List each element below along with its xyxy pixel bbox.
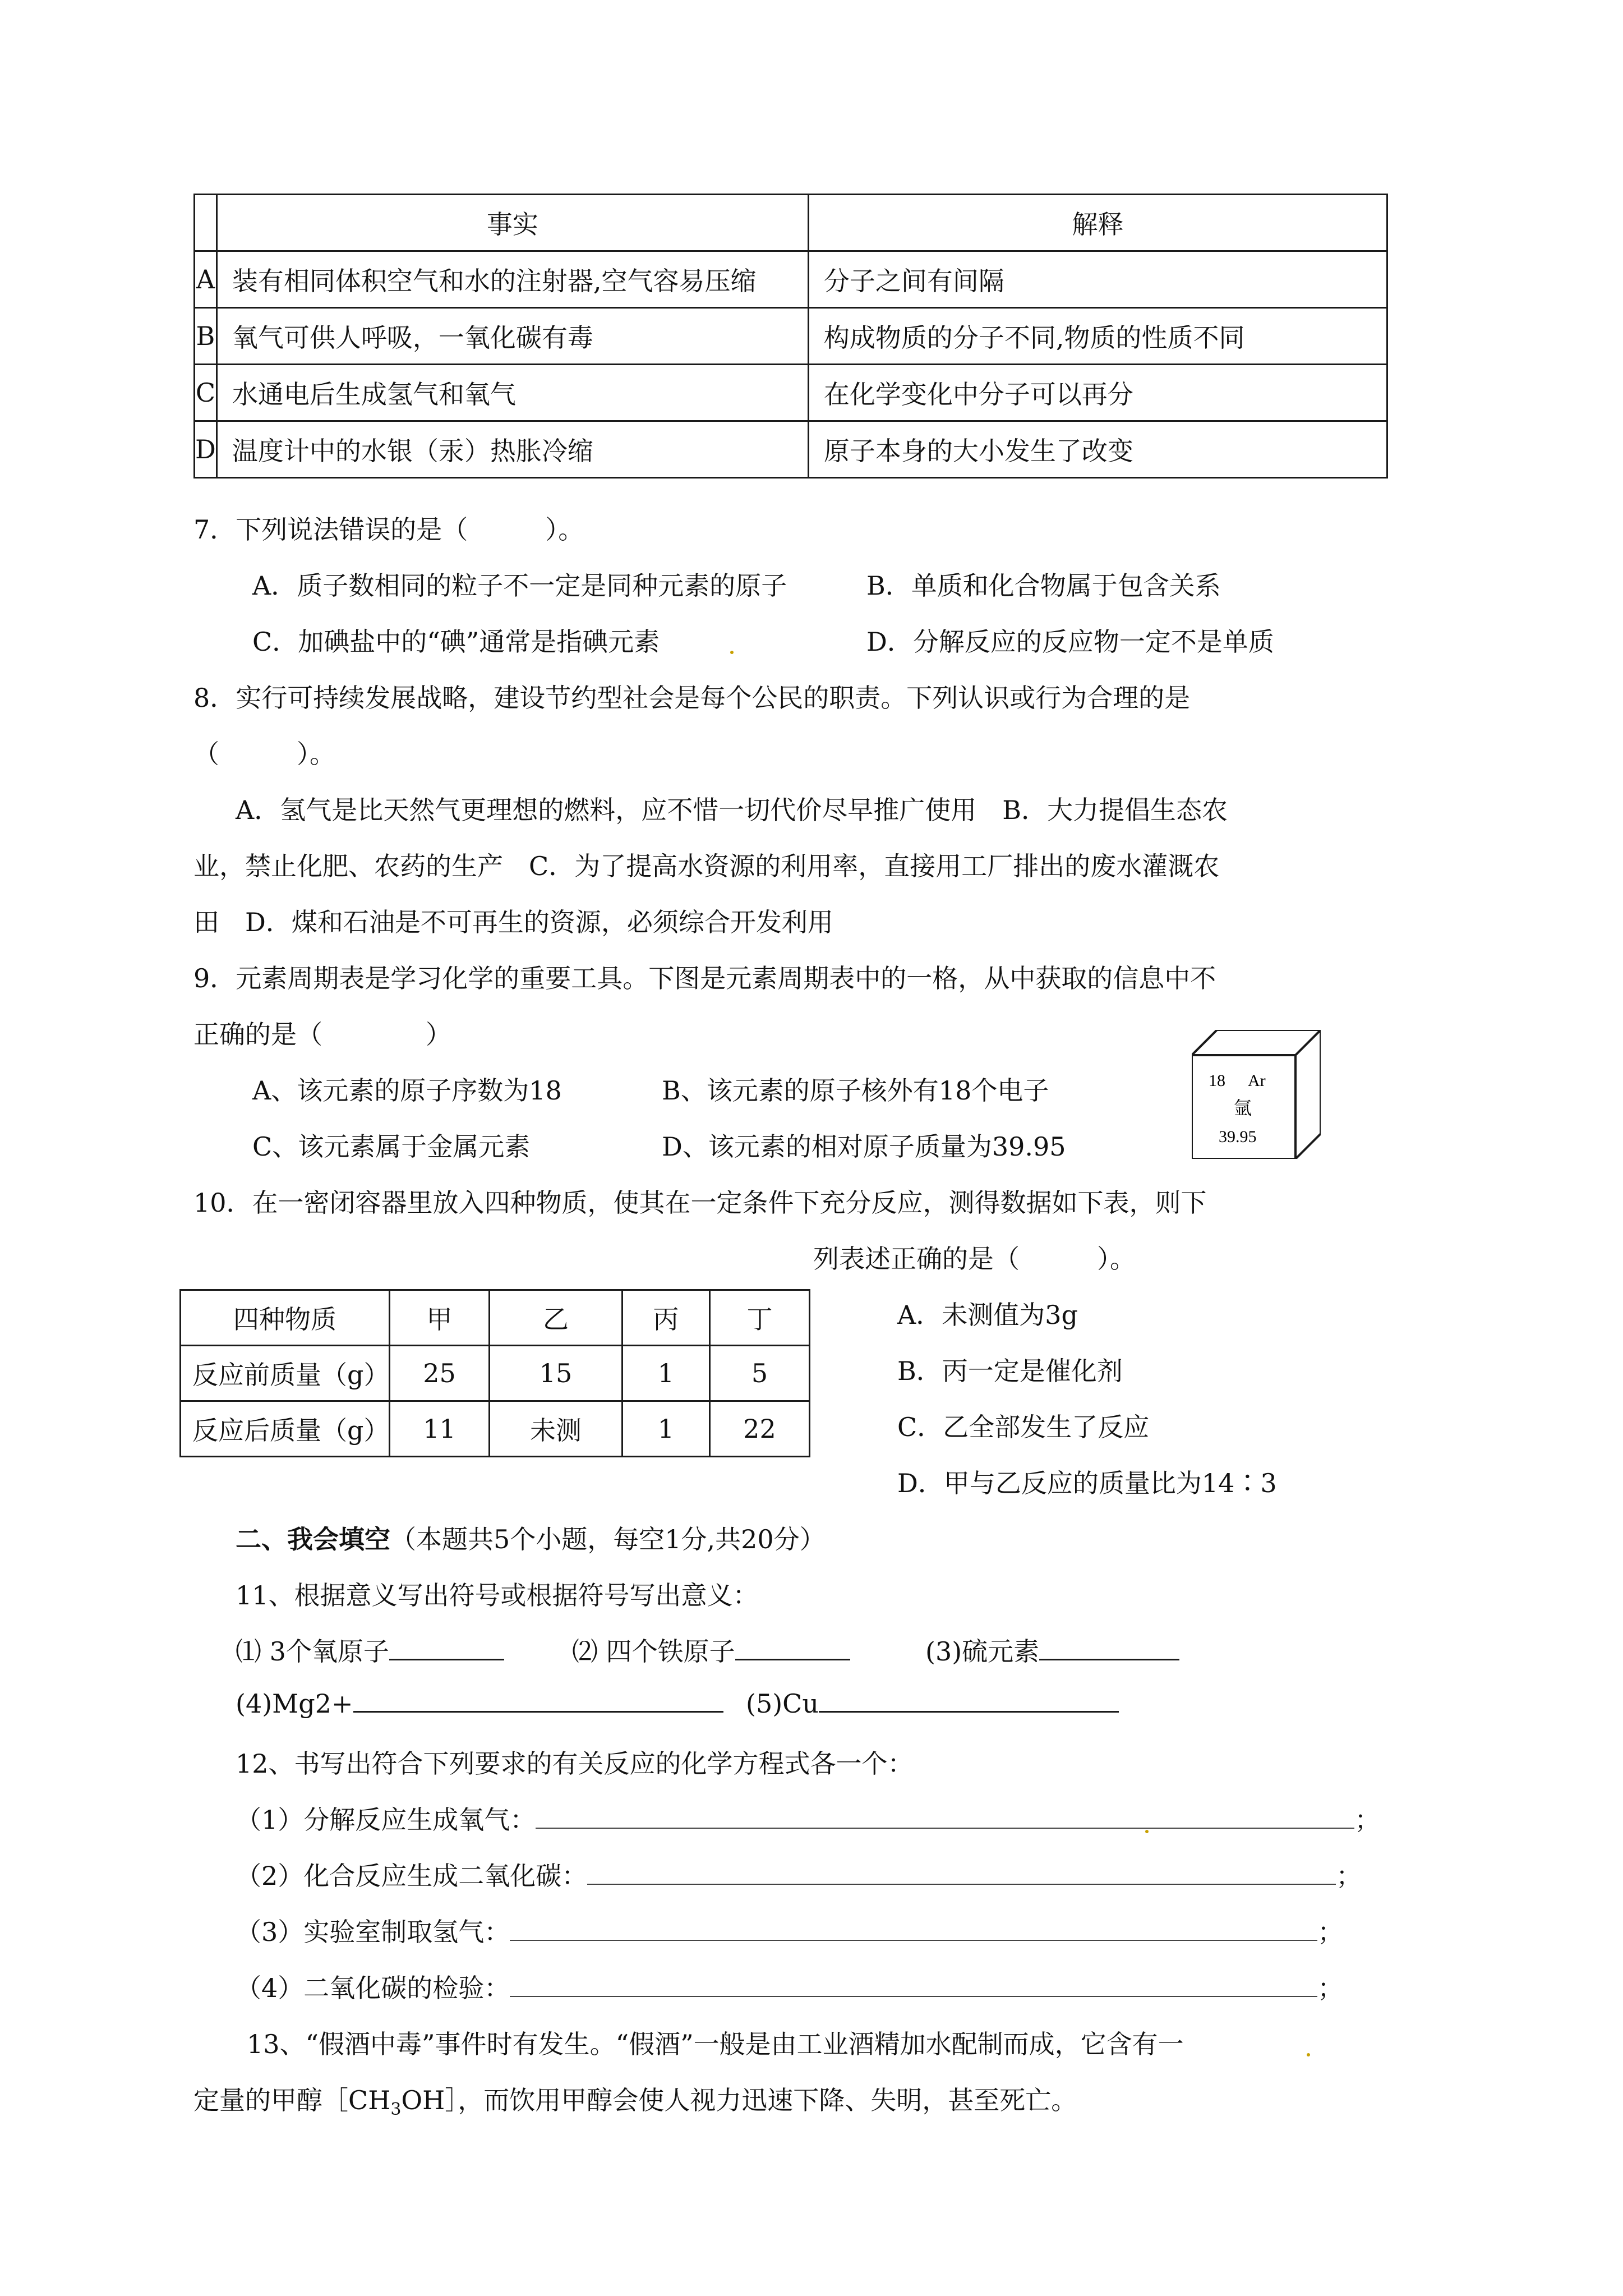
table-header-cell: 甲 <box>390 1290 490 1346</box>
q9-option-b: B、该元素的原子核外有18个电子 <box>662 1075 1049 1106</box>
q10-line1: 10．在一密闭容器里放入四种物质，使其在一定条件下充分反应，测得数据如下表，则下 <box>193 1188 1207 1218</box>
table-cell: 15 <box>490 1346 623 1401</box>
q12-item-1-label: （1）分解反应生成氧气： <box>236 1805 536 1835</box>
q11-item-2-label: ⑵ 四个铁原子 <box>572 1636 735 1667</box>
element-name: 氩 <box>1234 1097 1252 1119</box>
fact-cell: 装有相同体积空气和水的注射器,空气容易压缩 <box>216 251 808 308</box>
table-row <box>181 1401 810 1457</box>
row-label: C <box>195 365 217 421</box>
q7-option-c: C．加碘盐中的“碘”通常是指碘元素 <box>252 627 660 657</box>
answer-line[interactable] <box>587 1861 1336 1885</box>
answer-blank[interactable] <box>1039 1635 1179 1660</box>
q8-line2: （ ）。 <box>193 739 335 769</box>
q10-option-a: A．未测值为3g <box>897 1300 1078 1330</box>
fact-cell: 水通电后生成氢气和氧气 <box>216 365 808 421</box>
q11-item-3-label: (3)硫元素 <box>925 1636 1040 1667</box>
q11-item-1 <box>236 1631 504 1668</box>
q12-item-3-label: （3）实验室制取氢气： <box>236 1917 510 1947</box>
explain-cell: 构成物质的分子不同,物质的性质不同 <box>808 308 1387 365</box>
table-cell: 22 <box>709 1401 809 1457</box>
q9-option-a: A、该元素的原子序数为18 <box>252 1075 562 1106</box>
q11-item-5 <box>746 1687 1119 1719</box>
table-header-cell: 解释 <box>808 195 1387 251</box>
table-header-cell: 乙 <box>490 1290 623 1346</box>
explain-cell: 在化学变化中分子可以再分 <box>808 365 1387 421</box>
q13-line2-start: 定量的甲醇［CH <box>193 2085 391 2115</box>
q11-item-5-label: (5)Cu <box>746 1688 819 1719</box>
q7-option-b: B．单质和化合物属于包含关系 <box>866 570 1221 601</box>
q11-item-4 <box>236 1687 723 1719</box>
q9-option-c: C、该元素属于金属元素 <box>252 1131 531 1162</box>
line-end: ； <box>1336 1861 1362 1891</box>
fact-cell: 氧气可供人呼吸，一氧化碳有毒 <box>216 308 808 365</box>
answer-line[interactable] <box>536 1805 1354 1829</box>
q12-item-3 <box>236 1912 1343 1949</box>
q8-line3: A．氢气是比天然气更理想的燃料，应不惜一切代价尽早推广使用 B．大力提倡生态农 <box>236 795 1228 825</box>
q10-line2: 列表述正确的是（ ）。 <box>813 1244 1136 1274</box>
line-end: ； <box>1317 1973 1344 2003</box>
q12-stem: 12、书写出符合下列要求的有关反应的化学方程式各一个： <box>236 1749 914 1779</box>
q8-line4: 业，禁止化肥、农药的生产 C．为了提高水资源的利用率，直接用工厂排出的废水灌溉农 <box>193 851 1220 881</box>
table-cell: 反应前质量（g） <box>181 1346 390 1401</box>
q11-item-1-label: ⑴ 3个氧原子 <box>236 1636 389 1667</box>
answer-blank[interactable] <box>353 1687 723 1713</box>
table-row <box>195 308 1387 365</box>
section-note: （本题共5个小题，每空1分,共20分） <box>390 1524 826 1554</box>
table-header-row <box>195 195 1387 251</box>
fact-cell: 温度计中的水银（汞）热胀冷缩 <box>216 421 808 478</box>
row-label: D <box>195 421 217 478</box>
explain-cell: 分子之间有间隔 <box>808 251 1387 308</box>
answer-blank[interactable] <box>389 1635 504 1660</box>
answer-line[interactable] <box>510 1973 1317 1997</box>
section-heading <box>236 1519 826 1556</box>
row-label: A <box>195 251 217 308</box>
q11-item-3 <box>925 1631 1179 1668</box>
q7-option-d: D．分解反应的反应物一定不是单质 <box>866 627 1274 657</box>
facts-table <box>193 194 1388 478</box>
q13-line2 <box>193 2080 1077 2119</box>
table-header-row <box>181 1290 810 1346</box>
q7-stem: 7．下列说法错误的是（ ）。 <box>193 514 584 545</box>
q11-stem: 11、根据意义写出符号或根据符号写出意义： <box>236 1580 759 1611</box>
answer-blank[interactable] <box>819 1687 1119 1713</box>
line-end: ； <box>1354 1805 1381 1835</box>
answer-line[interactable] <box>510 1917 1317 1941</box>
q13-subscript: 3 <box>390 2100 402 2120</box>
explain-cell: 原子本身的大小发生了改变 <box>808 421 1387 478</box>
table-row <box>195 421 1387 478</box>
table-header-cell: 事实 <box>216 195 808 251</box>
q9-line1: 9．元素周期表是学习化学的重要工具。下图是元素周期表中的一格，从中获取的信息中不 <box>193 963 1216 993</box>
table-header-cell: 四种物质 <box>181 1290 390 1346</box>
q9-line2: 正确的是（ ） <box>193 1019 451 1050</box>
q12-item-2 <box>236 1856 1362 1893</box>
q12-item-4 <box>236 1968 1343 2005</box>
table-cell: 5 <box>709 1346 809 1401</box>
table-header-cell: 丙 <box>622 1290 709 1346</box>
answer-blank[interactable] <box>735 1635 850 1660</box>
table-cell: 1 <box>622 1346 709 1401</box>
table-row <box>195 365 1387 421</box>
q11-item-2 <box>572 1631 850 1668</box>
table-row <box>181 1346 810 1401</box>
element-number: 18 <box>1209 1071 1225 1090</box>
table-cell: 反应后质量（g） <box>181 1401 390 1457</box>
element-mass: 39.95 <box>1219 1128 1257 1146</box>
table-header-cell: 丁 <box>709 1290 809 1346</box>
q10-option-c: C．乙全部发生了反应 <box>897 1412 1150 1442</box>
q8-line5: 田 D．煤和石油是不可再生的资源，必须综合开发利用 <box>193 907 833 937</box>
q8-line1: 8．实行可持续发展战略，建设节约型社会是每个公民的职责。下列认识或行为合理的是 <box>193 683 1191 713</box>
q12-item-4-label: （4）二氧化碳的检验： <box>236 1973 510 2003</box>
table-cell: 未测 <box>490 1401 623 1457</box>
table-row <box>195 251 1387 308</box>
stray-mark <box>730 651 734 654</box>
line-end: ； <box>1317 1917 1344 1947</box>
element-symbol: Ar <box>1248 1071 1266 1090</box>
q12-item-2-label: （2）化合反应生成二氧化碳： <box>236 1861 588 1891</box>
q7-option-a: A．质子数相同的粒子不一定是同种元素的原子 <box>252 570 787 601</box>
q13-line1: 13、“假酒中毒”事件时有发生。“假酒”一般是由工业酒精加水配制而成，它含有一 <box>247 2029 1184 2059</box>
mass-table <box>179 1289 810 1457</box>
stray-mark <box>1145 1830 1149 1833</box>
periodic-table-cell-image <box>1192 1030 1321 1159</box>
table-header-cell <box>195 195 217 251</box>
q9-option-d: D、该元素的相对原子质量为39.95 <box>662 1131 1066 1162</box>
row-label: B <box>195 308 217 365</box>
section-title: 二、我会填空 <box>236 1524 390 1554</box>
table-cell: 11 <box>390 1401 490 1457</box>
q12-item-1 <box>236 1800 1380 1837</box>
q11-item-4-label: (4)Mg2+ <box>236 1688 353 1719</box>
q10-option-d: D．甲与乙反应的质量比为14∶3 <box>897 1468 1277 1498</box>
stray-mark <box>1307 2053 1310 2056</box>
table-cell: 25 <box>390 1346 490 1401</box>
q10-option-b: B．丙一定是催化剂 <box>897 1356 1123 1386</box>
table-cell: 1 <box>622 1401 709 1457</box>
q13-line2-end: OH］，而饮用甲醇会使人视力迅速下降、失明，甚至死亡。 <box>401 2085 1077 2115</box>
